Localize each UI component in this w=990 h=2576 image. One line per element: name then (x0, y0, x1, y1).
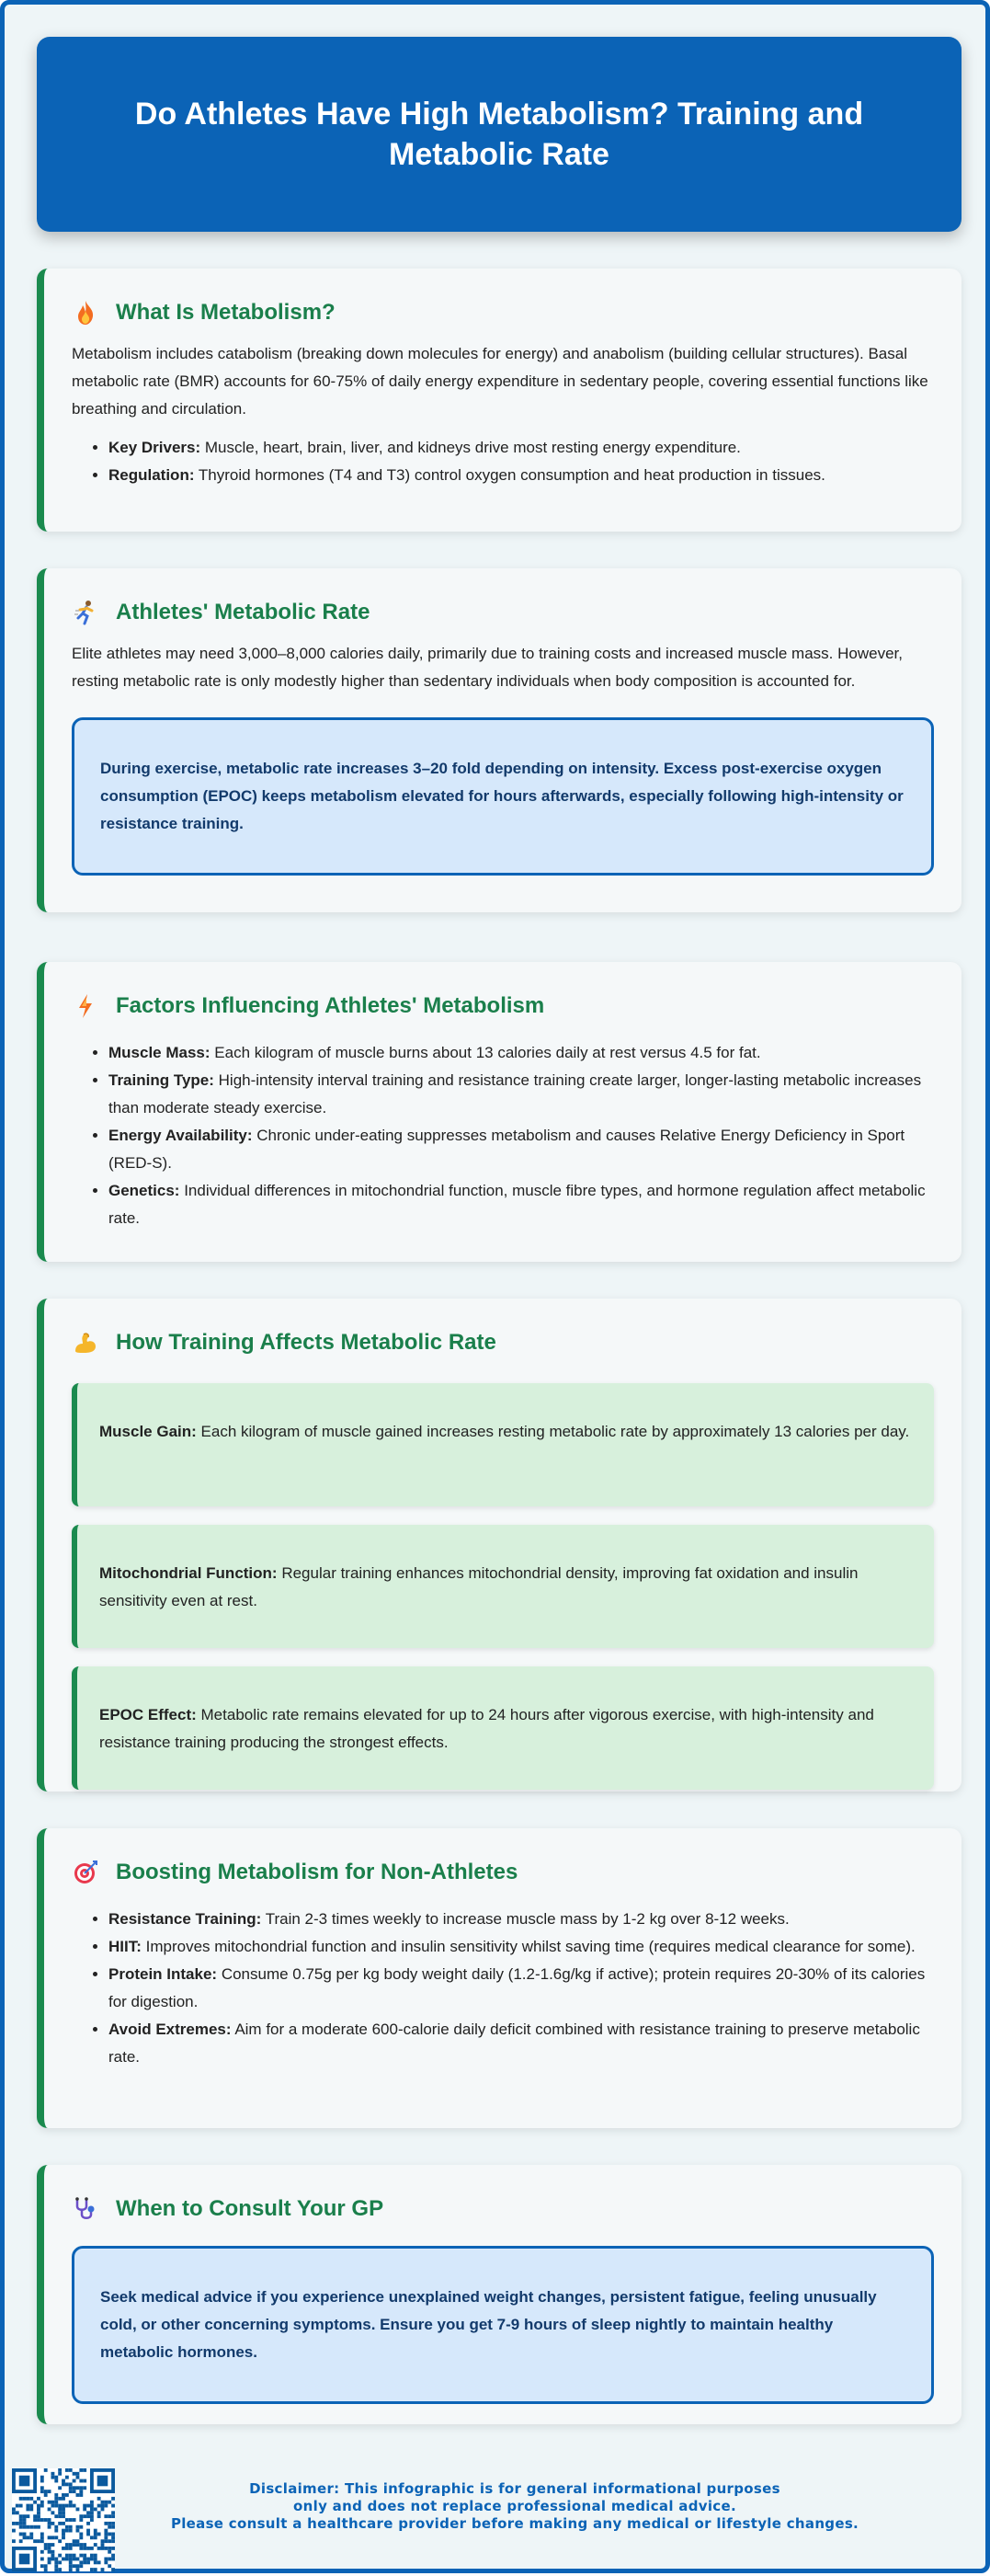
header-banner (37, 37, 962, 232)
lightning-icon (72, 992, 99, 1020)
disclaimer-text: only and does not replace professional medical advice. (293, 2498, 736, 2514)
section-title: Factors Influencing Athletes' Metabolism (116, 993, 545, 1018)
disclaimer (147, 2480, 882, 2533)
qr-code-icon[interactable] (12, 2468, 115, 2571)
list-item (108, 1906, 934, 1933)
list-item (108, 1961, 934, 2016)
section-heading (72, 594, 934, 631)
section-title: What Is Metabolism? (116, 300, 336, 325)
disclaimer-text: This infographic is for general informational purposes (339, 2480, 780, 2497)
disclaimer-text: Please consult a healthcare provider before making any medical or lifestyle changes. (170, 2515, 859, 2532)
disclaimer-label: Disclaimer: (249, 2480, 340, 2497)
footer (9, 2466, 990, 2573)
training-box (72, 1383, 934, 1506)
bullet-label: Energy Availability: (108, 1127, 253, 1144)
bullet-label: Genetics: (108, 1182, 180, 1199)
box-text: Metabolic rate remains elevated for up to 24 hours after vigorous exercise, with high-intensity and resistance training producing the strongest effects. (99, 1706, 874, 1751)
flexed-biceps-icon (72, 1329, 99, 1357)
list-item (108, 1122, 934, 1177)
bullet-text: Muscle, heart, brain, liver, and kidneys drive most resting energy expenditure. (200, 439, 741, 456)
list-item (108, 1177, 934, 1232)
bullet-label: Avoid Extremes: (108, 2021, 232, 2038)
list-item (108, 434, 934, 462)
list-item (108, 1039, 934, 1067)
bullet-label: Resistance Training: (108, 1910, 262, 1928)
section-paragraph: Elite athletes may need 3,000–8,000 calories daily, primarily due to training costs and increased muscle mass. However, resting metabolic rate is only modestly higher than sedentary individuals when body composition is accounted for. (72, 645, 903, 690)
training-box (72, 1666, 934, 1790)
bullet-text: High-intensity interval training and resistance training create larger, longer-lasting metabolic increases than moderate steady exercise. (108, 1071, 922, 1116)
bullet-label: Protein Intake: (108, 1965, 218, 1983)
list-item (108, 2016, 934, 2071)
bullet-list (72, 1906, 934, 2071)
section-consult-gp (37, 2165, 962, 2424)
highlight-callout: During exercise, metabolic rate increases 3–20 fold depending on intensity. Excess post-exercise oxygen consumption (EPOC) keeps metabolism elevated for hours afterwards, especially following high-intensity or resistance training. (72, 717, 934, 876)
runner-icon (72, 599, 99, 626)
bullet-label: HIIT: (108, 1938, 142, 1955)
bullet-label: Training Type: (108, 1071, 214, 1089)
section-factors (37, 962, 962, 1262)
box-label: EPOC Effect: (99, 1706, 197, 1723)
section-title: How Training Affects Metabolic Rate (116, 1330, 496, 1355)
section-paragraph: Metabolism includes catabolism (breaking down molecules for energy) and anabolism (building cellular structures). Basal metabolic rate (BMR) accounts for 60-75% of daily energy expenditure in sedentary people, covering essential functions like breathing and circulation. (72, 345, 928, 418)
target-icon (72, 1859, 99, 1886)
list-item (108, 1067, 934, 1122)
section-title: Boosting Metabolism for Non-Athletes (116, 1860, 518, 1884)
section-training-effects (37, 1299, 962, 1792)
section-heading (72, 294, 934, 331)
list-item (108, 462, 934, 489)
bullet-text: Consume 0.75g per kg body weight daily (1.2-1.6g/kg if active); protein requires 20-30% of its calories for digestion. (108, 1965, 926, 2010)
list-item (108, 1933, 934, 1961)
bullet-text: Individual differences in mitochondrial function, muscle fibre types, and hormone regulation affect metabolic rate. (108, 1182, 926, 1227)
section-boosting-metabolism (37, 1828, 962, 2128)
section-athletes-metabolic-rate (37, 568, 962, 912)
bullet-text: Thyroid hormones (T4 and T3) control oxygen consumption and heat production in tissues. (194, 466, 825, 484)
fire-icon (72, 299, 99, 326)
bullet-label: Muscle Mass: (108, 1044, 211, 1061)
section-heading (72, 1324, 934, 1361)
stethoscope-icon (72, 2195, 99, 2223)
bullet-list (72, 1039, 934, 1232)
section-heading (72, 2191, 934, 2227)
training-box (72, 1525, 934, 1648)
section-what-is-metabolism (37, 269, 962, 532)
bullet-text: Chronic under-eating suppresses metabolism and causes Relative Energy Deficiency in Sport (RED-S). (108, 1127, 905, 1172)
bullet-text: Train 2-3 times weekly to increase muscle mass by 1-2 kg over 8-12 weeks. (261, 1910, 790, 1928)
box-text: Each kilogram of muscle gained increases resting metabolic rate by approximately 13 calories per day. (196, 1423, 910, 1440)
bullet-text: Aim for a moderate 600-calorie daily deficit combined with resistance training to preserve metabolic rate. (108, 2021, 920, 2066)
section-title: Athletes' Metabolic Rate (116, 600, 370, 624)
box-label: Muscle Gain: (99, 1423, 197, 1440)
section-heading (72, 1854, 934, 1891)
bullet-label: Regulation: (108, 466, 195, 484)
section-title: When to Consult Your GP (116, 2196, 384, 2221)
box-label: Mitochondrial Function: (99, 1564, 278, 1582)
section-heading (72, 988, 934, 1025)
box-text: Regular training enhances mitochondrial density, improving fat oxidation and insulin sensitivity even at rest. (99, 1564, 859, 1609)
bullet-text: Improves mitochondrial function and insulin sensitivity whilst saving time (requires medical clearance for some). (141, 1938, 916, 1955)
advice-callout: Seek medical advice if you experience unexplained weight changes, persistent fatigue, feeling unusually cold, or other concerning symptoms. Ensure you get 7-9 hours of sleep nightly to maintain healthy metabolic hormones. (72, 2246, 934, 2404)
bullet-text: Each kilogram of muscle burns about 13 calories daily at rest versus 4.5 for fat. (210, 1044, 761, 1061)
bullet-list (72, 434, 934, 489)
bullet-label: Key Drivers: (108, 439, 201, 456)
page-title: Do Athletes Have High Metabolism? Training and Metabolic Rate (134, 97, 864, 172)
